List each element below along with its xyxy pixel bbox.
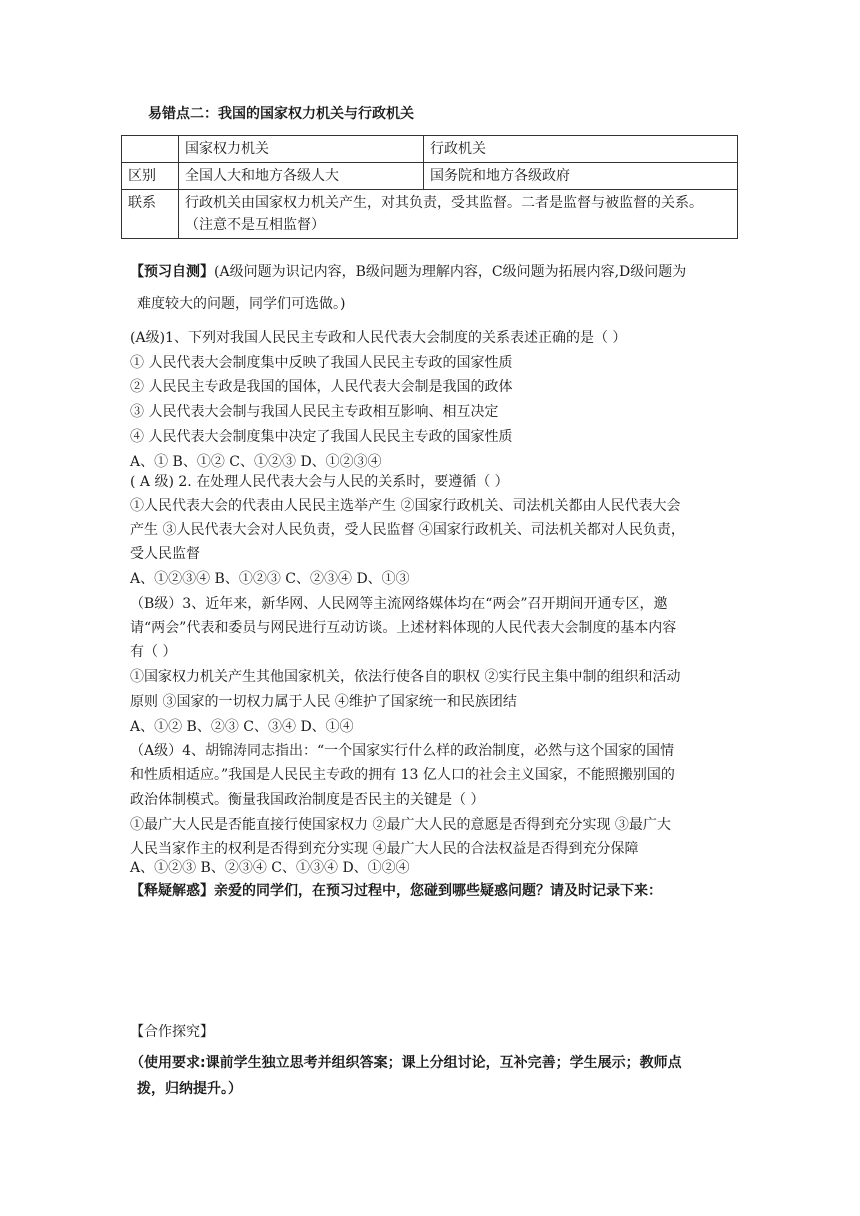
preview-intro-text: (A级问题为识记内容，B级问题为理解内容，C级问题为拓展内容,D级问题为 (214, 264, 687, 280)
table-header-admin-organ: 行政机关 (424, 136, 738, 163)
section-title: 易错点二：我国的国家权力机关与行政机关 (148, 106, 414, 122)
comparison-table (121, 135, 738, 239)
q4-choices: A、①②③ B、②③④ C、①③④ D、①②④ (130, 860, 410, 876)
q3-line-1: （B级）3、近年来，新华网、人民网等主流网络媒体均在“两会”召开期间开通专区，邀 (130, 596, 668, 612)
preview-intro-line-1 (130, 263, 686, 281)
coop-requirement-line-2: 拨，归纳提升。） (137, 1081, 242, 1097)
relation-line-2: （注意不是互相监督） (185, 217, 325, 233)
q4-option-line-1: ①最广大人民是否能直接行使国家权力 ②最广大人民的意愿是否得到充分实现 ③最广大 (130, 817, 671, 833)
q1-option-3: ③ 人民代表大会制与我国人民民主专政相互影响、相互决定 (130, 404, 499, 420)
row-label-relation: 联系 (122, 190, 179, 239)
relation-line-1: 行政机关由国家权力机关产生，对其负责，受其监督。二者是监督与被监督的关系。 (185, 195, 703, 211)
table-row-difference (122, 163, 738, 190)
table-header-empty (122, 136, 179, 163)
doubts-prompt: 【释疑解惑】亲爱的同学们，在预习过程中，您碰到哪些疑惑问题？请及时记录下来： (130, 883, 662, 899)
row-label-difference: 区别 (122, 163, 179, 190)
table-header-row (122, 136, 738, 163)
coop-heading: 【合作探究】 (130, 1024, 214, 1040)
q3-choices: A、①② B、②③ C、③④ D、①④ (130, 719, 354, 735)
q1-option-1: ① 人民代表大会制度集中反映了我国人民民主专政的国家性质 (130, 355, 513, 371)
q3-option-line-2: 原则 ③国家的一切权力属于人民 ④维护了国家统一和民族团结 (130, 694, 517, 710)
cell-power-organ: 全国人大和地方各级人大 (179, 163, 424, 190)
q2-line-2: 产生 ③人民代表大会对人民负责，受人民监督 ④国家行政机关、司法机关都对人民负责， (130, 522, 685, 538)
q4-option-line-2: 人民当家作主的权利是否得到充分实现 ④最广大人民的合法权益是否得到充分保障 (130, 841, 639, 857)
preview-heading: 【预习自测】 (130, 264, 214, 280)
q4-line-1: （A级）4、胡锦涛同志指出：“一个国家实行什么样的政治制度，必然与这个国家的国情 (130, 743, 675, 759)
q1-option-2: ② 人民民主专政是我国的国体，人民代表大会制是我国的政体 (130, 379, 513, 395)
q3-line-3: 有（ ） (130, 644, 177, 660)
q2-choices: A、①②③④ B、①②③ C、②③④ D、①③ (130, 571, 410, 587)
q3-option-line-1: ①国家权力机关产生其他国家机关，依法行使各自的职权 ②实行民主集中制的组织和活动 (130, 669, 681, 685)
q2-line-1: ①人民代表大会的代表由人民民主选举产生 ②国家行政机关、司法机关都由人民代表大会 (130, 498, 681, 514)
q1-choices: A、① B、①② C、①②③ D、①②③④ (130, 454, 382, 470)
q1-option-4: ④ 人民代表大会制度集中决定了我国人民民主专政的国家性质 (130, 429, 513, 445)
table-row-relation (122, 190, 738, 239)
q4-line-3: 政治体制模式。衡量我国政治制度是否民主的关键是（ ） (130, 792, 485, 808)
q3-line-2: 请“两会”代表和委员与网民进行互动访谈。上述材料体现的人民代表大会制度的基本内容 (130, 620, 677, 636)
cell-relation (179, 190, 738, 239)
cell-admin-organ: 国务院和地方各级政府 (424, 163, 738, 190)
q2-stem: ( A 级) 2. 在处理人民代表大会与人民的关系时，要遵循（ ） (130, 474, 509, 490)
preview-intro-line-2: 难度较大的问题，同学们可选做。) (137, 296, 346, 312)
q1-stem: (A级)1、下列对我国人民民主专政和人民代表大会制度的关系表述正确的是（ ） (130, 330, 627, 346)
table-header-power-organ: 国家权力机关 (179, 136, 424, 163)
q4-line-2: 和性质相适应。”我国是人民民主专政的拥有 13 亿人口的社会主义国家，不能照搬别国的 (130, 767, 675, 783)
coop-requirement-line-1: （使用要求:课前学生独立思考并组织答案；课上分组讨论，互补完善；学生展示；教师点 (130, 1055, 682, 1071)
q2-line-3: 受人民监督 (130, 546, 200, 562)
